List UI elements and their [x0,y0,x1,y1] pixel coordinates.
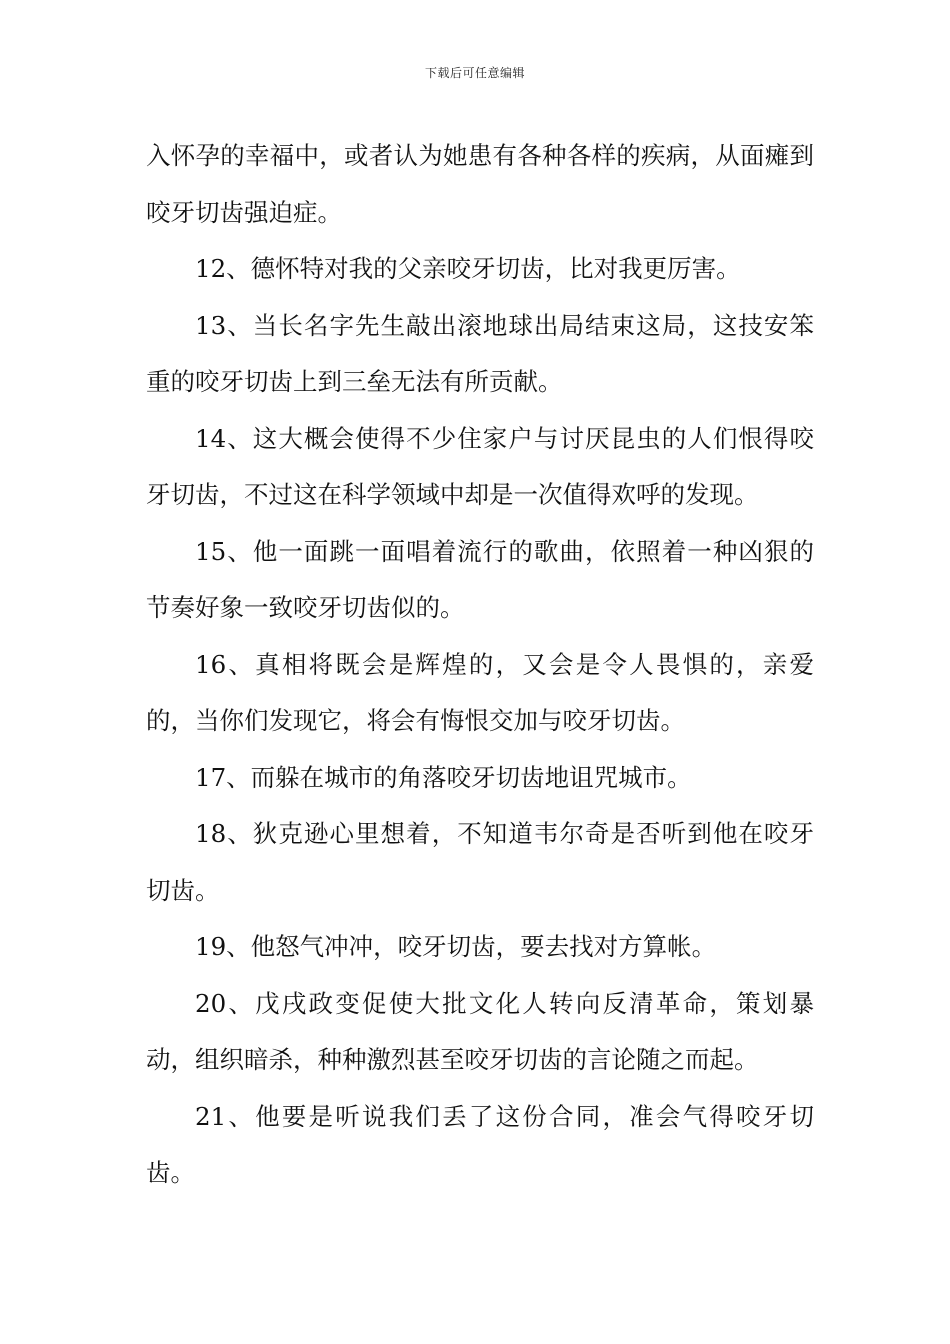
paragraph-14: 14、这大概会使得不少住家户与讨厌昆虫的人们恨得咬牙切齿，不过这在科学领域中却是一次值得欢呼的发现。 [146,423,814,509]
document-body [146,128,814,1202]
paragraph-continuation: 入怀孕的幸福中，或者认为她患有各种各样的疾病，从面瘫到咬牙切齿强迫症。 [146,141,814,227]
paragraph-19: 19、他怒气冲冲，咬牙切齿，要去找对方算帐。 [195,932,717,961]
paragraph-20: 20、戊戌政变促使大批文化人转向反清革命，策划暴动，组织暗杀，种种激烈甚至咬牙切齿的言论随之而起。 [146,988,814,1074]
paragraph-15: 15、他一面跳一面唱着流行的歌曲，依照着一种凶狠的节奏好象一致咬牙切齿似的。 [146,536,814,622]
paragraph-18: 18、狄克逊心里想着，不知道韦尔奇是否听到他在咬牙切齿。 [146,819,814,905]
paragraph-21: 21、他要是听说我们丢了这份合同，准会气得咬牙切齿。 [146,1101,814,1187]
paragraph-12: 12、德怀特对我的父亲咬牙切齿，比对我更厉害。 [195,254,741,283]
paragraph-13: 13、当长名字先生敲出滚地球出局结束这局，这技安笨重的咬牙切齿上到三垒无法有所贡献。 [146,310,814,396]
paragraph-17: 17、而躲在城市的角落咬牙切齿地诅咒城市。 [195,762,692,792]
paragraph-16: 16、真相将既会是辉煌的，又会是令人畏惧的，亲爱的，当你们发现它，将会有悔恨交加与咬牙切齿。 [146,649,814,735]
page-header: 下载后可任意编辑 [424,66,525,80]
